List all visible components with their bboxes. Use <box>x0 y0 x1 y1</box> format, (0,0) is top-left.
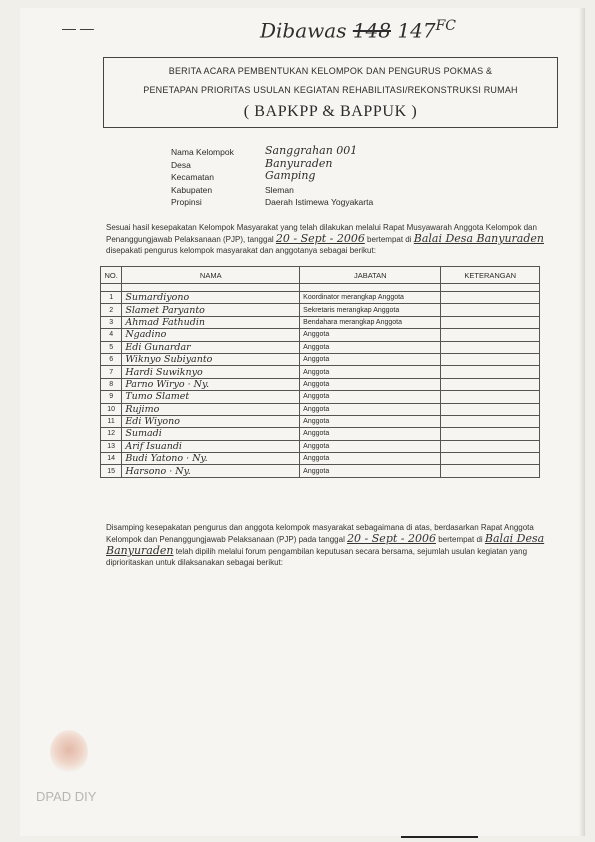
cell-no: 10 <box>101 403 122 415</box>
title-line-1: BERITA ACARA PEMBENTUKAN KELOMPOK DAN PENGURUS POKMAS & <box>168 66 493 76</box>
cell-ket <box>441 366 540 378</box>
info-label: Desa <box>171 159 191 170</box>
top-note-struck-number: 148 <box>352 18 392 43</box>
cell-no: 6 <box>101 353 122 365</box>
title-line-3: ( BAPKPP & BAPPUK ) <box>243 103 418 120</box>
table-row <box>101 440 540 452</box>
cell-no: 2 <box>101 304 122 316</box>
header-jabatan: JABATAN <box>300 267 441 284</box>
table-row <box>101 465 540 477</box>
table-row <box>101 453 540 465</box>
cell-nama: Slamet Paryanto <box>122 304 300 316</box>
header-no: NO. <box>101 267 122 284</box>
para1-text-c: disepakati pengurus kelompok masyarakat dan anggotanya sebagai berikut: <box>106 246 376 255</box>
members-table <box>100 266 540 478</box>
cell-jab: Anggota <box>300 465 441 477</box>
cell-no: 1 <box>101 292 122 304</box>
cell-no: 4 <box>101 329 122 341</box>
title-line-2: PENETAPAN PRIORITAS USULAN KEGIATAN REHABILITASI/REKONSTRUKSI RUMAH <box>143 85 518 95</box>
cell-ket <box>441 403 540 415</box>
cell-jab: Anggota <box>300 378 441 390</box>
cell-no: 8 <box>101 378 122 390</box>
cell-nama: Ngadino <box>122 329 300 341</box>
table-row <box>101 292 540 304</box>
cell-nama: Wiknyo Subiyanto <box>122 353 300 365</box>
info-label: Propinsi <box>171 197 202 207</box>
top-note-suffix: FC <box>435 18 456 34</box>
info-value: Sleman <box>265 184 294 195</box>
cell-no: 7 <box>101 366 122 378</box>
members-table-wrap <box>100 266 540 478</box>
para1-text-b: bertempat di <box>364 235 414 244</box>
header-keterangan: KETERANGAN <box>441 267 540 284</box>
bottom-scan-mark <box>401 836 478 838</box>
table-spacer-row <box>101 284 540 292</box>
cell-ket <box>441 292 540 304</box>
para2-place: Balai Desa Banyuraden <box>106 532 545 557</box>
para1-place: Balai Desa Banyuraden <box>413 232 544 245</box>
info-value: Daerah Istimewa Yogyakarta <box>265 197 374 207</box>
table-row <box>101 316 540 328</box>
cell-jab: Anggota <box>300 403 441 415</box>
cell-jab: Anggota <box>300 440 441 452</box>
cell-no: 5 <box>101 341 122 353</box>
cell-jab: Anggota <box>300 415 441 427</box>
info-label: Kabupaten <box>171 184 213 195</box>
cell-jab: Sekretaris merangkap Anggota <box>300 304 441 316</box>
para2-date: 20 - Sept - 2006 <box>347 532 436 545</box>
table-row <box>101 403 540 415</box>
cell-jab: Koordinator merangkap Anggota <box>300 292 441 304</box>
table-row <box>101 353 540 365</box>
table-row <box>101 304 540 316</box>
cell-ket <box>441 453 540 465</box>
info-value: Sanggrahan 001 <box>265 144 358 157</box>
paragraph-membership <box>106 222 546 256</box>
cell-nama: Parno Wiryo · Ny. <box>122 378 300 390</box>
info-value: Banyuraden <box>265 156 333 170</box>
header-nama: NAMA <box>122 267 300 284</box>
table-row <box>101 378 540 390</box>
title-box <box>103 57 558 128</box>
cell-nama: Harsono · Ny. <box>122 465 300 477</box>
cell-nama: Tumo Slamet <box>122 391 300 403</box>
table-row <box>101 428 540 440</box>
page-edge-shadow <box>579 8 585 836</box>
corner-mark: — — <box>62 20 94 36</box>
para1-date: 20 - Sept - 2006 <box>275 232 365 245</box>
table-row <box>101 391 540 403</box>
top-note-number: 147 <box>397 18 436 43</box>
cell-ket <box>441 391 540 403</box>
cell-nama: Sumadi <box>122 428 300 440</box>
cell-ket <box>441 440 540 452</box>
table-row <box>101 366 540 378</box>
info-value: Gamping <box>265 169 316 182</box>
cell-ket <box>441 378 540 390</box>
cell-jab: Anggota <box>300 391 441 403</box>
cell-ket <box>441 304 540 316</box>
cell-nama: Edi Gunardar <box>122 341 300 353</box>
members-table-body <box>101 284 540 478</box>
handwritten-top-note <box>260 18 456 43</box>
para2-text-c: telah dipilih melalui forum pengambilan keputusan secara bersama, sejumlah usulan kegiatan yang diprioritaskan untuk dilaksanakan sebagai berikut: <box>106 547 528 567</box>
cell-no: 11 <box>101 415 122 427</box>
top-note-prefix: Dibawas <box>260 18 347 43</box>
cell-no: 14 <box>101 453 122 465</box>
document-page <box>20 8 585 836</box>
cell-ket <box>441 415 540 427</box>
cell-nama: Budi Yatono · Ny. <box>122 453 300 465</box>
cell-ket <box>441 465 540 477</box>
paragraph-priorities <box>106 522 546 568</box>
table-row <box>101 341 540 353</box>
table-row <box>101 415 540 427</box>
cell-nama: Rujimo <box>122 403 300 415</box>
cell-jab: Anggota <box>300 329 441 341</box>
cell-ket <box>441 329 540 341</box>
cell-nama: Hardi Suwiknyo <box>122 366 300 378</box>
cell-jab: Anggota <box>300 428 441 440</box>
cell-ket <box>441 428 540 440</box>
cell-nama: Sumardiyono <box>122 292 300 304</box>
seal-stamp-icon <box>50 730 88 774</box>
cell-nama: Ahmad Fathudin <box>122 316 300 328</box>
cell-jab: Anggota <box>300 341 441 353</box>
para2-text-a: Disamping kesepakatan pengurus dan anggota kelompok masyarakat sebagaimana di atas, berdasarkan Rapat Anggota Kelompok dan Penanggungjawab Pelaksanaan (PJP) pada tanggal <box>106 523 534 544</box>
cell-nama: Edi Wiyono <box>122 415 300 427</box>
cell-jab: Anggota <box>300 366 441 378</box>
cell-nama: Arif Isuandi <box>122 440 300 452</box>
cell-no: 13 <box>101 440 122 452</box>
cell-ket <box>441 353 540 365</box>
cell-no: 12 <box>101 428 122 440</box>
cell-jab: Anggota <box>300 453 441 465</box>
info-label: Nama Kelompok <box>171 147 234 157</box>
cell-jab: Anggota <box>300 353 441 365</box>
para2-text-b: bertempat di <box>435 535 485 544</box>
info-label: Kecamatan <box>171 172 214 182</box>
cell-ket <box>441 316 540 328</box>
table-header-row <box>101 267 540 284</box>
cell-jab: Bendahara merangkap Anggota <box>300 316 441 328</box>
table-row <box>101 329 540 341</box>
para1-text-a: Sesuai hasil kesepakatan Kelompok Masyarakat yang telah dilakukan melalui Rapat Musyawarah Anggota Kelompok dan Penanggungjawab Pelaksanaan (PJP), tanggal <box>106 223 537 244</box>
cell-no: 3 <box>101 316 122 328</box>
watermark: DPAD DIY <box>36 789 97 804</box>
cell-no: 15 <box>101 465 122 477</box>
cell-no: 9 <box>101 391 122 403</box>
cell-ket <box>441 341 540 353</box>
